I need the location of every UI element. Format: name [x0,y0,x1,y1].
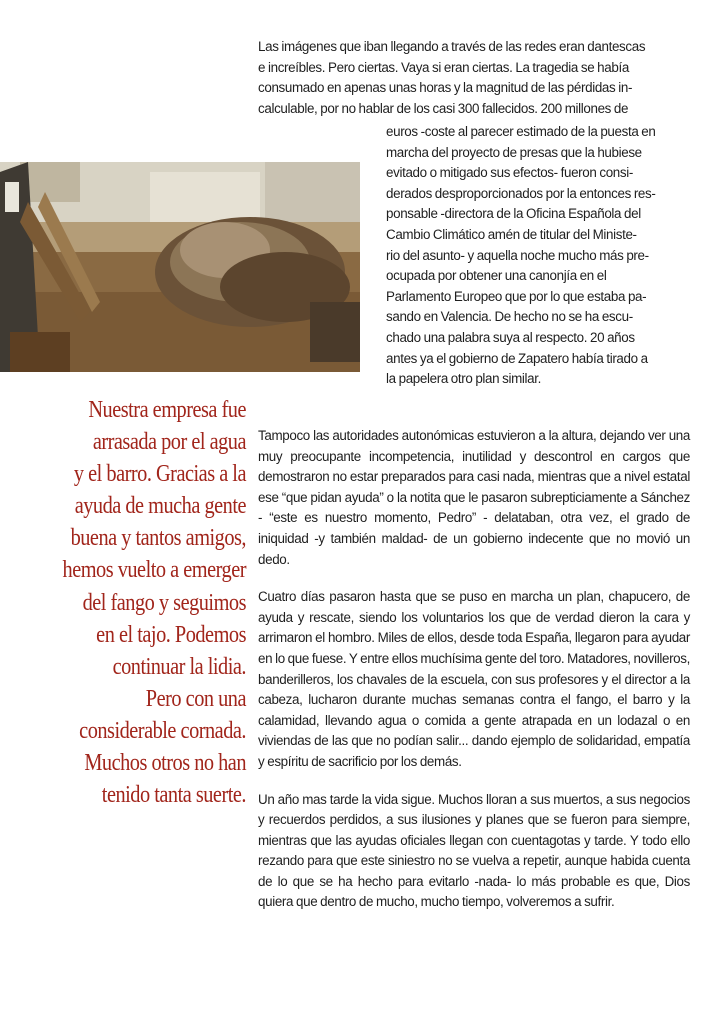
text-line: antes ya el gobierno de Zapatero había tirado a [386,350,648,366]
text-line: sando en Valencia. De hecho no se ha escu- [386,309,633,325]
text-line: consumado en apenas unas horas y la magnitud de las pérdidas in- [258,80,633,96]
paragraph-volunteers: Cuatro días pasaron hasta que se puso en marcha un plan, chapucero, de ayuda y rescate, siendo los voluntarios los que de verdad dieron la cara y arrimaron el hombro. Miles de ellos, desde toda España, llegaron para ayudar en lo que fuese. Y entre ellos muchísima gente del toro. Matadores, novilleros, banderilleros, los chavales de la escuela, con sus profesores y el director a la cabeza, lucharon durante muchas semanas contra el fango, el barro y la calamidad, llevando agua o comida a gente atrapada en un lodazal o en viviendas de las que no podían salir... dando ejemplo de solidaridad, empatía y espíritu de sacrificio por los demás. [258,589,690,769]
quote-line: arrasada por el agua [92,428,246,456]
text-line: chado una palabra suya al respecto. 20 años [386,329,635,345]
text-line: ocupada por obtener una canonjía en el [386,268,607,284]
paragraph-authorities: Tampoco las autoridades autonómicas estuvieron a la altura, dejando ver una muy preocupante incompetencia, inutilidad y descontrol en cargos que demostraron no estar preparados para casi nada, mientras que a nivel estatal ese “que pidan ayuda” o la notita que le pasaron subrepticiamente a Sánchez - “este es nuestro momento, Pedro” - delataban, otra vez, el grado de iniquidad -y también maldad- de un gobierno indecente que no movió un dedo. [258,428,690,567]
text-line: Parlamento Europeo que por lo que estaba pa- [386,288,647,304]
text-line: derados desproporcionados por la entonces res- [386,185,656,201]
quote-line: del fango y seguimos [82,588,246,616]
text-line: Cambio Climático amén de titular del Ministe- [386,226,637,242]
quote-line: y el barro. Gracias a la [73,460,246,488]
text-line: euros -coste al parecer estimado de la puesta en [386,124,656,139]
text-line: ponsable -directora de la Oficina Española del [386,206,641,222]
text-line: la papelera otro plan similar. [386,371,541,387]
pull-quote [58,394,246,811]
article-side-column [386,122,691,390]
quote-line: considerable cornada. [79,716,246,744]
text-line: e increíbles. Pero ciertas. Vaya si eran ciertas. La tragedia se había [258,59,629,75]
flood-debris-photo [0,162,360,372]
quote-line: continuar la lidia. [112,652,246,680]
quote-line: Pero con una [145,684,246,712]
text-line: marcha del proyecto de presas que la hubiese [386,144,642,160]
text-line: rio del asunto- y aquella noche mucho más pre- [386,247,649,263]
quote-line: ayuda de mucha gente [74,492,247,520]
quote-line: Nuestra empresa fue [88,396,247,423]
quote-line: buena y tantos amigos, [70,524,246,552]
quote-line: Muchos otros no han [84,749,246,777]
text-line: Las imágenes que iban llegando a través de las redes eran dantescas [258,39,646,54]
quote-line: en el tajo. Podemos [96,620,246,648]
article-main-column [258,426,690,930]
paragraph-one-year-later: Un año mas tarde la vida sigue. Muchos lloran a sus muertos, a sus negocios y recuerdos perdidos, a sus ilusiones y planes que se fueron para siempre, mientras que las ayudas oficiales llegan con cuentagotas y tarde. Y todo ello rezando para que este siniestro no se vuelva a repetir, aunque habida cuenta de lo que se ha hecho para evitarlo -nada- lo más probable es que, Dios quiera que dentro de mucho, mucho tiempo, volveremos a sufrir. [258,791,690,910]
debris-illustration [0,162,360,372]
text-line: calculable, por no hablar de los casi 300 fallecidos. 200 millones de [258,100,629,116]
text-line: evitado o mitigado sus efectos- fueron consi- [386,165,633,181]
article-intro [258,37,690,119]
quote-line: hemos vuelto a emerger [62,556,246,584]
quote-line: tenido tanta suerte. [101,781,246,809]
